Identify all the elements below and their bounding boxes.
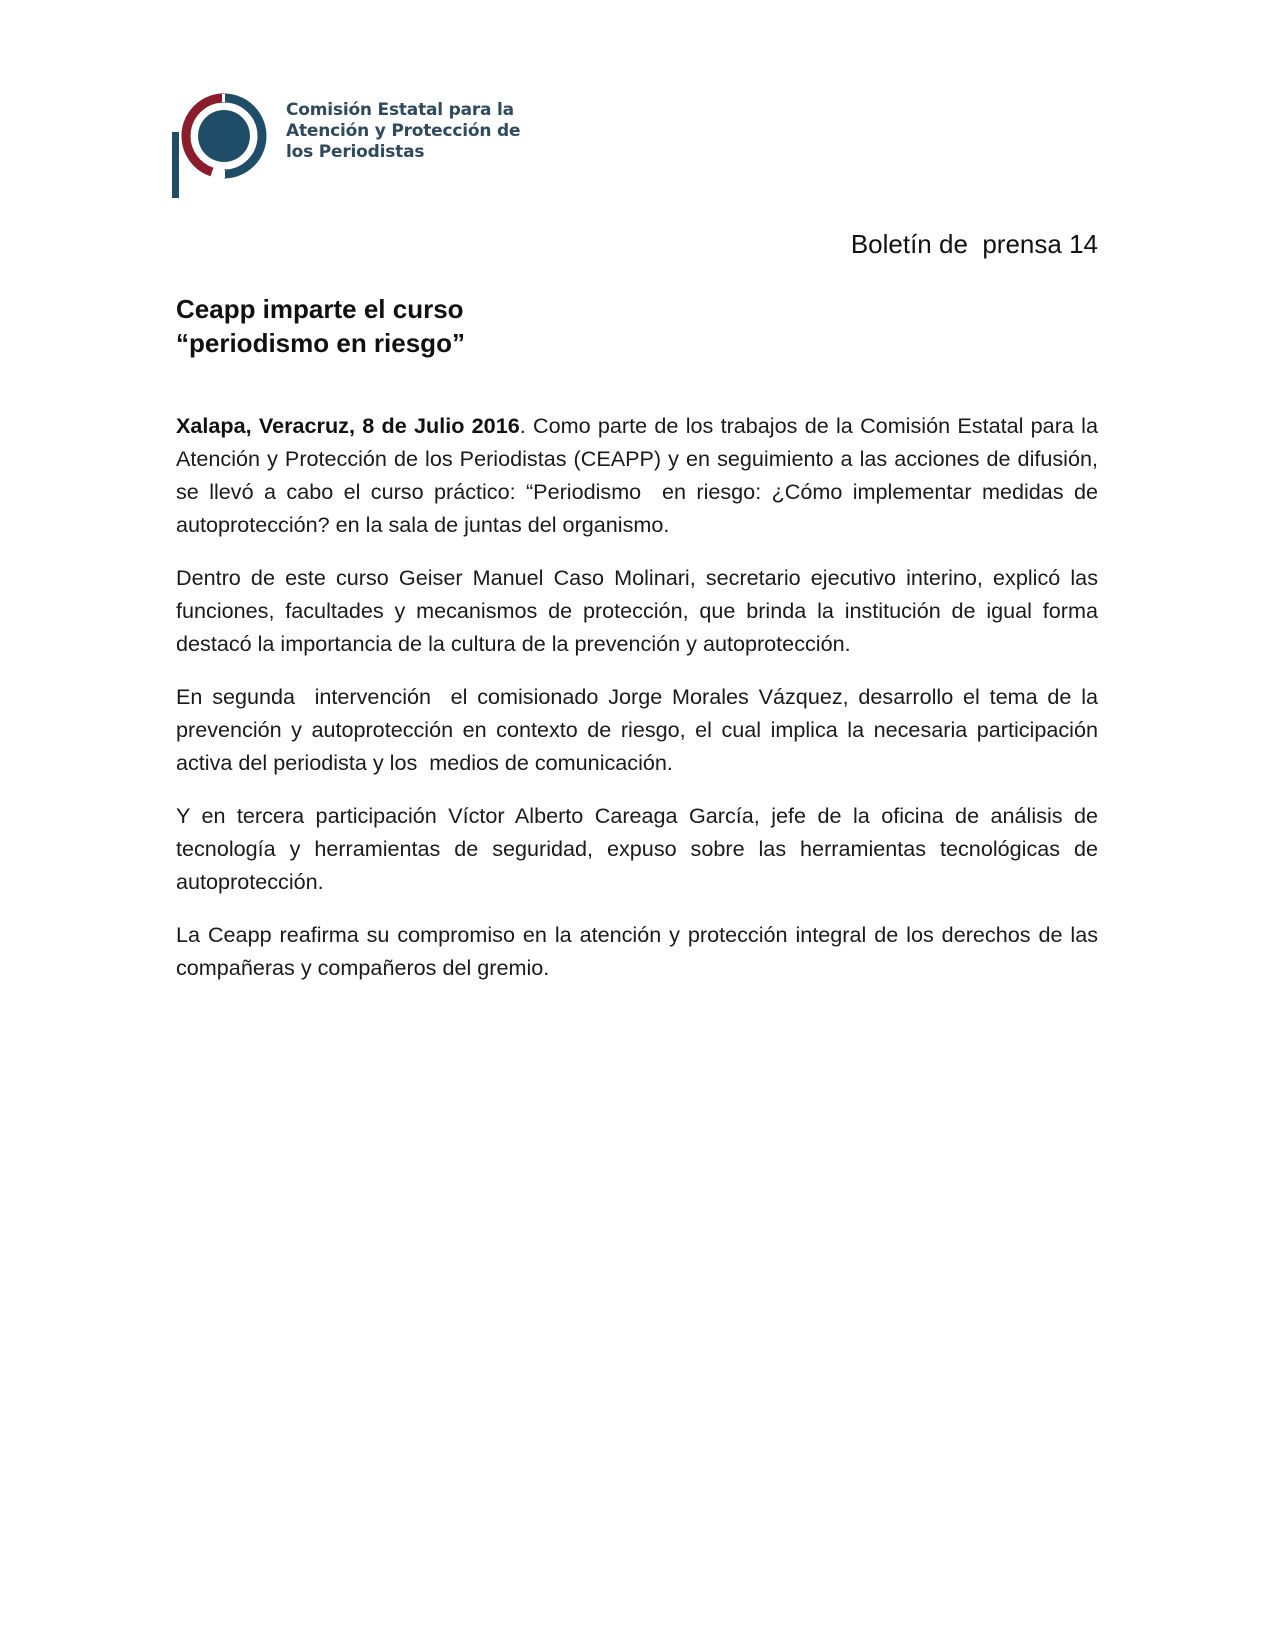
paragraph-1-text: . Como parte de los trabajos de la Comisión Estatal para la Atención y Protección de los Periodistas (CEAPP) y en seguimiento a las acciones de difusión, se llevó a cabo el curso práctico: “Periodismo en riesgo: ¿Cómo implementar medidas de autoprotección? en la sala de juntas del organismo.: [176, 413, 1104, 537]
bulletin-number: Boletín de prensa 14: [850, 229, 1098, 259]
organization-logo: [172, 74, 592, 198]
logo-text: [286, 100, 520, 163]
logo-line-1: Comisión Estatal para la: [286, 100, 514, 120]
ceapp-logo-icon: [172, 74, 272, 198]
paragraph-4: Y en tercera participación Víctor Alberto Careaga García, jefe de la oficina de análisis de tecnología y herramientas de seguridad, expuso sobre las herramientas tecnológicas de autoprotección.: [176, 803, 1104, 894]
headline-line-1: Ceapp imparte el curso: [176, 294, 464, 324]
paragraph-1: [176, 409, 1104, 541]
paragraph-2: Dentro de este curso Geiser Manuel Caso Molinari, secretario ejecutivo interino, explicó las funciones, facultades y mecanismos de protección, que brinda la institución de igual forma destacó la importancia de la cultura de la prevención y autoprotección.: [176, 565, 1104, 656]
logo-line-3: los Periodistas: [286, 142, 425, 162]
logo-line-2: Atención y Protección de: [286, 121, 521, 141]
headline: [176, 292, 465, 360]
paragraph-3: En segunda intervención el comisionado Jorge Morales Vázquez, desarrollo el tema de la prevención y autoprotección en contexto de riesgo, el cual implica la necesaria participación activa del periodista y los medios de comunicación.: [176, 684, 1104, 775]
headline-line-2: “periodismo en riesgo”: [176, 328, 465, 358]
article-body: [176, 409, 1104, 1004]
dateline: Xalapa, Veracruz, 8 de Julio 2016: [176, 413, 520, 438]
paragraph-5: La Ceapp reafirma su compromiso en la atención y protección integral de los derechos de las compañeras y compañeros del gremio.: [176, 922, 1104, 980]
